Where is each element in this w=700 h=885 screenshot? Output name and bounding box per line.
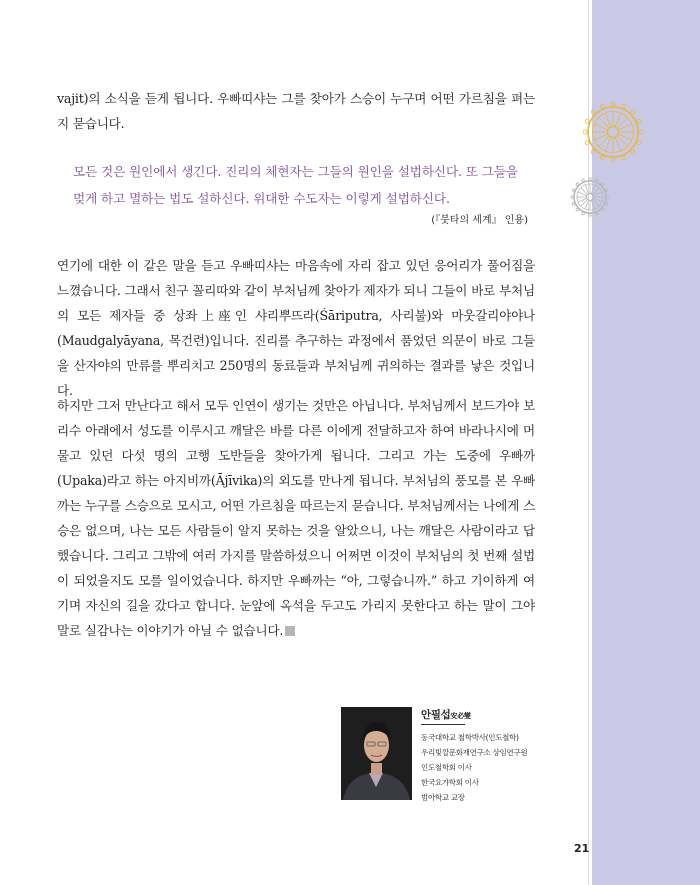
quotation-citation: (『붓타의 세계』 인용): [431, 215, 528, 226]
author-credential: 범아학교 교장: [421, 793, 465, 802]
end-mark-icon: [285, 626, 295, 636]
author-credential: 인도철학회 이사: [421, 763, 472, 772]
body-paragraph-1: vajit)의 소식을 듣게 됩니다. 우빠띠샤는 그를 찾아가 스승이 누구며 어떤 가르침을 펴는지 묻습니다.: [57, 91, 535, 131]
author-credential: 한국요가학회 이사: [421, 778, 479, 787]
author-bio: [421, 707, 571, 805]
author-name-hanja: 安必燮: [450, 712, 471, 720]
author-photo: [341, 707, 412, 800]
dharma-wheel-icon: [583, 97, 643, 167]
body-paragraph-3: [57, 393, 535, 643]
body-paragraph-2: 연기에 대한 이 같은 말을 듣고 우빠띠샤는 마음속에 자리 잡고 있던 응어리가 풀어짐을 느꼈습니다. 그래서 친구 꼴리따와 같이 부처님께 찾아가 제자가 되니 그들이 바로 부처님의 모든 제자들 중 상좌上座인 샤리뿌뜨라(Śāriputra, 사리불)와 마웃갈리야야나(Maudgalyāyana, 목건련)입니다. 진리를 추구하는 과정에서 품었던 의문이 바로 그들을 산자야의 만류를 뿌리치고 250명의 동료들과 부처님께 귀의하는 결과를 낳은 것입니다.: [57, 258, 535, 398]
dharma-wheel-icon: [570, 175, 610, 219]
quotation-block: 모든 것은 원인에서 생긴다. 진리의 체현자는 그들의 원인을 설법하신다. 또 그들을 멎게 하고 멸하는 법도 설하신다. 위대한 수도자는 이렇게 설법하신다.: [73, 164, 519, 206]
author-name-rule: [421, 724, 465, 725]
author-credential: 동국대학교 철학박사(인도철학): [421, 733, 519, 742]
author-credential: 우리빛깔문화재연구소 상임연구원: [421, 748, 528, 757]
page-number: 21: [574, 842, 590, 855]
author-name: 안필섭安必燮: [421, 709, 471, 721]
body-paragraph-3-text: 하지만 그저 만난다고 해서 모두 인연이 생기는 것만은 아닙니다. 부처님께서 보드가야 보리수 아래에서 성도를 이루시고 깨달은 바를 다른 이에게 전달하고자 하여 바라나시에 머물고 있던 다섯 명의 고행 도반들을 찾아가게 됩니다. 그리고 가는 도중에 우빠까(Upaka)라고 하는 아지비까(Ājīvika)의 외도를 만나게 됩니다. 부처님의 풍모를 본 우빠까는 누구를 스승으로 모시고, 어떤 가르침을 따르는지 묻습니다. 부처님께서는 나에게 스승은 없으며, 나는 모든 사람들이 알지 못하는 것을 알았으니, 나는 깨달은 사람이라고 답했습니다. 그리고 그밖에 여러 가지를 말씀하셨으니 어쩌면 이것이 부처님의 첫 번째 설법이 되었을지도 모를 일이었습니다. 하지만 우빠까는 “아, 그렇습니까.” 하고 기이하게 여기며 자신의 길을 갔다고 합니다. 눈앞에 옥석을 두고도 가리지 못한다고 하는 말이 그야말로 실감나는 이야기가 아닐 수 없습니다.: [57, 398, 535, 638]
